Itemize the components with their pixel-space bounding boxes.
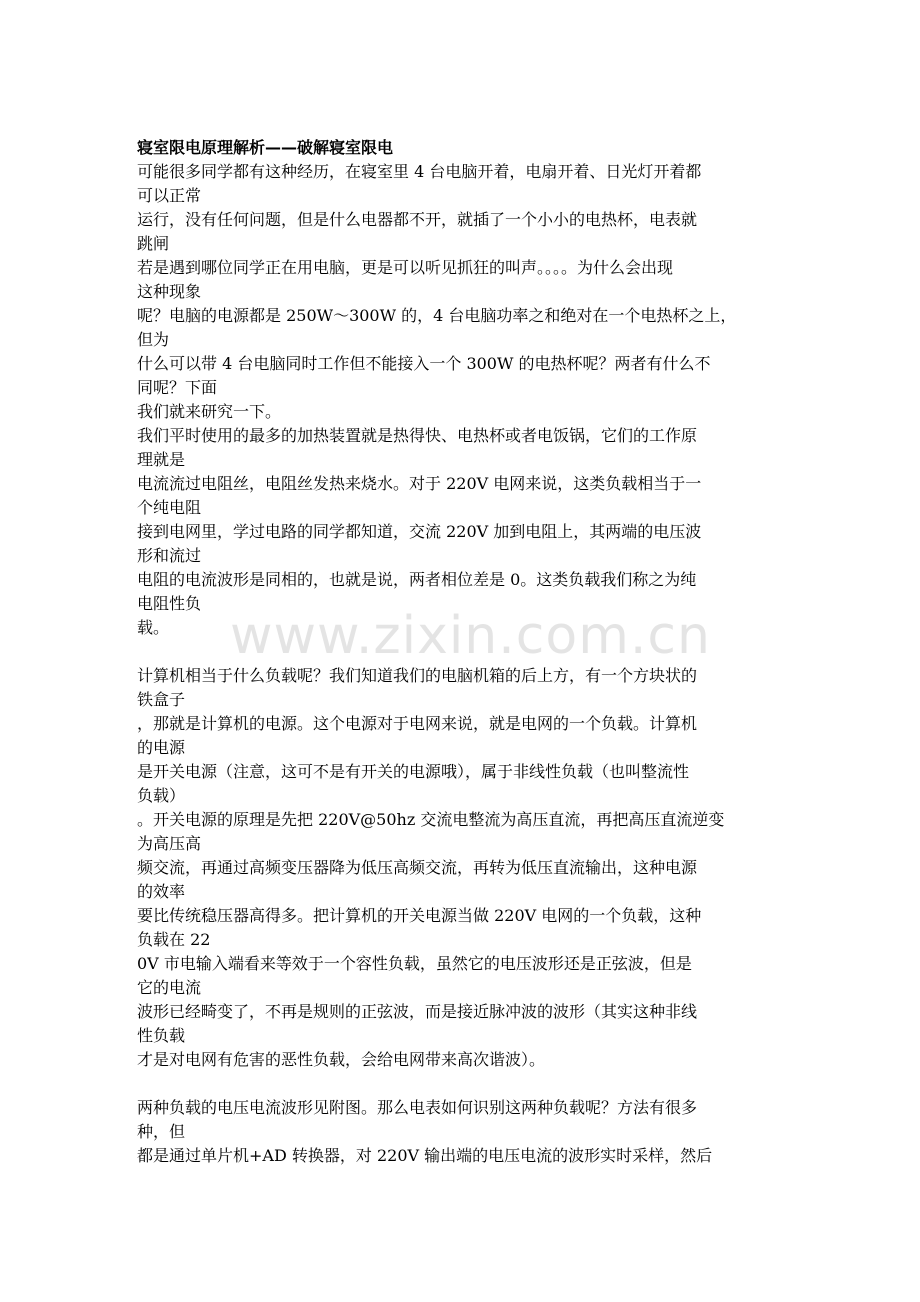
text-line: 两种负载的电压电流波形见附图。那么电表如何识别这两种负载呢？方法有很多 [137, 1098, 698, 1117]
document-body [137, 136, 787, 1168]
watermark: www.zixin.com.cn [230, 606, 711, 666]
text-line: 电流流过电阻丝，电阻丝发热来烧水。对于 220V 电网来说，这类负载相当于一 [137, 474, 702, 493]
document-title: 寝室限电原理解析——破解寝室限电 [137, 138, 394, 157]
text-line: 接到电网里，学过电路的同学都知道，交流 220V 加到电阻上，其两端的电压波 [137, 522, 702, 541]
text-line: 。开关电源的原理是先把 220V@50hz 交流电整流为高压直流，再把高压直流逆变 [137, 810, 725, 829]
text-line: 铁盒子 [137, 690, 186, 709]
text-line: 负载） [137, 786, 186, 805]
text-line: 载。 [137, 618, 170, 637]
text-line: 理就是 [137, 450, 186, 469]
text-line: 但为 [137, 330, 170, 349]
text-line: 要比传统稳压器高得多。把计算机的开关电源当做 220V 电网的一个负载，这种 [137, 906, 702, 925]
text-line: 同呢？下面 [137, 378, 218, 397]
text-line: 才是对电网有危害的恶性负载，会给电网带来高次谐波）。 [137, 1050, 546, 1069]
text-line: 我们就来研究一下。 [137, 402, 282, 421]
text-line: 它的电流 [137, 978, 202, 997]
text-line: 波形已经畸变了，不再是规则的正弦波，而是接近脉冲波的波形（其实这种非线 [137, 1002, 698, 1021]
text-line: ，那就是计算机的电源。这个电源对于电网来说，就是电网的一个负载。计算机 [137, 714, 698, 733]
text-line: 的效率 [137, 882, 186, 901]
text-line: 种，但 [137, 1122, 186, 1141]
text-line: 都是通过单片机+AD 转换器，对 220V 输出端的电压电流的波形实时采样，然后 [137, 1146, 713, 1165]
text-line: 的电源 [137, 738, 186, 757]
text-line: 电阻的电流波形是同相的，也就是说，两者相位差是 0。这类负载我们称之为纯 [137, 570, 697, 589]
text-line: 跳闸 [137, 234, 170, 253]
document-lines [137, 160, 787, 1168]
text-line: 负载在 22 [137, 930, 211, 949]
blank-line [137, 1072, 787, 1096]
text-line: 为高压高 [137, 834, 202, 853]
text-line: 电阻性负 [137, 594, 202, 613]
text-line: 是开关电源（注意，这可不是有开关的电源哦），属于非线性负载（也叫整流性 [137, 762, 690, 781]
text-line: 若是遇到哪位同学正在用电脑，更是可以听见抓狂的叫声。。。。为什么会出现 [137, 258, 674, 277]
text-line: 可能很多同学都有这种经历，在寝室里 4 台电脑开着，电扇开着、日光灯开着都 [137, 162, 702, 181]
text-line: 0V 市电输入端看来等效于一个容性负载，虽然它的电压波形还是正弦波，但是 [137, 954, 692, 973]
text-line: 呢？电脑的电源都是 250W～300W 的，4 台电脑功率之和绝对在一个电热杯之上， [137, 306, 737, 325]
text-line: 我们平时使用的最多的加热装置就是热得快、电热杯或者电饭锅，它们的工作原 [137, 426, 698, 445]
text-line: 性负载 [137, 1026, 186, 1045]
text-line: 计算机相当于什么负载呢？我们知道我们的电脑机箱的后上方，有一个方块状的 [137, 666, 698, 685]
text-line: 频交流，再通过高频变压器降为低压高频交流，再转为低压直流输出，这种电源 [137, 858, 698, 877]
text-line: 可以正常 [137, 186, 202, 205]
text-line: 这种现象 [137, 282, 202, 301]
text-line: 形和流过 [137, 546, 202, 565]
text-line: 个纯电阻 [137, 498, 202, 517]
blank-line [137, 640, 787, 664]
text-line: 什么可以带 4 台电脑同时工作但不能接入一个 300W 的电热杯呢？两者有什么不 [137, 354, 711, 373]
text-line: 运行，没有任何问题，但是什么电器都不开，就插了一个小小的电热杯，电表就 [137, 210, 698, 229]
